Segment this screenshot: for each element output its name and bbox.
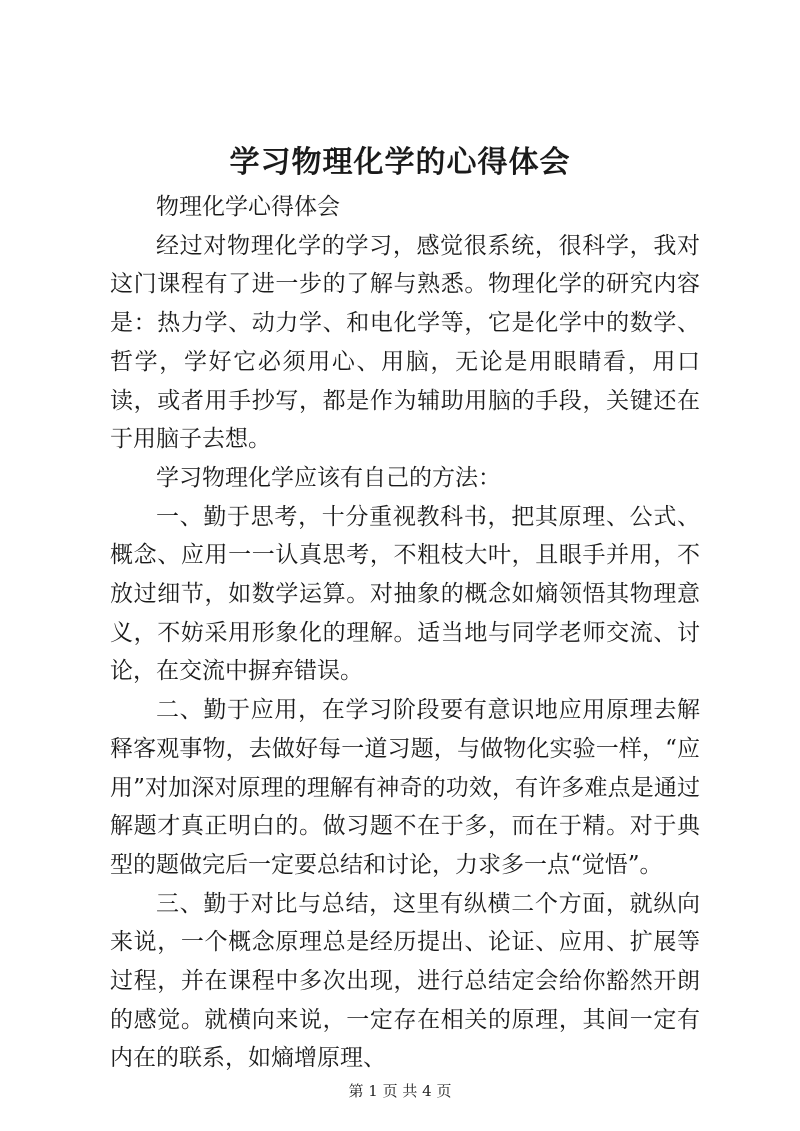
method-heading-paragraph: 学习物理化学应该有自己的方法：: [156, 464, 501, 491]
method-two-paragraph: 二、勤于应用，在学习阶段要有意识地应用原理去解释客观事物，去做好每一道习题，与做物化实验一样，“应用”对加深对原理的理解有神奇的功效，有许多难点是通过解题才真正明白的。做习题不在于多，而在于精。对于典型的题做完后一定要总结和讨论，力求多一点“觉悟”。: [110, 697, 700, 878]
method-one-paragraph: 一、勤于思考，十分重视教科书，把其原理、公式、概念、应用一一认真思考，不粗枝大叶，且眼手并用，不放过细节，如数学运算。对抽象的概念如熵领悟其物理意义，不妨采用形象化的理解。适当地与同学老师交流、讨论，在交流中摒弃错误。: [110, 503, 700, 685]
intro-paragraph: 经过对物理化学的学习，感觉很系统，很科学，我对这门课程有了进一步的了解与熟悉。物理化学的研究内容是：热力学、动力学、和电化学等，它是化学中的数学、哲学，学好它必须用心、用脑，无论是用眼睛看，用口读，或者用手抄写，都是作为辅助用脑的手段，关键还在于用脑子去想。: [110, 232, 700, 453]
document-title: 学习物理化学的心得体会: [229, 145, 571, 180]
method-three-paragraph: 三、勤于对比与总结，这里有纵横二个方面，就纵向来说，一个概念原理总是经历提出、论证、应用、扩展等过程，并在课程中多次出现，进行总结定会给你豁然开朗的感觉。就横向来说，一定存在相关的原理，其间一定有内在的联系，如熵增原理、: [110, 890, 700, 1072]
page-number-footer: 第 1 页 共 4 页: [348, 1082, 452, 1100]
subtitle-paragraph: 物理化学心得体会: [156, 194, 340, 220]
document-body: [110, 188, 700, 1078]
